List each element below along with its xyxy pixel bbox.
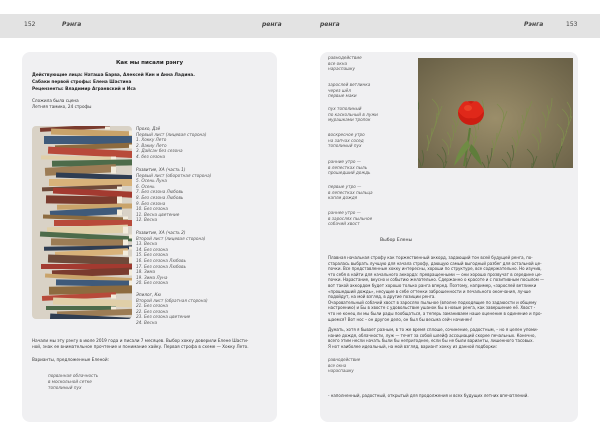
rhyme-line: зарослей ветлинка	[328, 82, 371, 87]
schema-line: 5. Осень Луна	[136, 178, 167, 184]
schema-line: Второй лист (лицевая сторона)	[136, 235, 206, 241]
rhyme-line: через шёл	[328, 87, 351, 93]
rhyme-line: нараспашку	[328, 66, 355, 72]
rhyme-line: первые маки	[328, 93, 357, 99]
rhyme-variant-5	[328, 159, 408, 176]
rhyme-variant-3	[328, 106, 408, 123]
schema-line: 2. Вакиу Лето	[136, 142, 167, 148]
schema-line: 7. Без сезона Любовь	[136, 189, 184, 195]
paragraph-line: вот такой аккордом будет хорошо только ранга вперед. Поэтому, например, «зарослей ветлинки	[328, 282, 537, 288]
paragraph-line: почки. Все представленные хокку интересны, хороши по структуре, все содержательно. Но изучив,	[328, 266, 542, 272]
variant-line-3: тополиный пух	[48, 385, 82, 390]
schema-line: Первый лист (лицевая сторона)	[136, 131, 207, 137]
credits-sabaki: Сабаки первой строфы: Елена Шастина	[32, 80, 132, 85]
variant-line-1: порванная облачность	[48, 373, 99, 378]
schema-line: Второй лист (обратная сторона)	[136, 297, 208, 303]
schema-line: 18. Зима	[136, 269, 156, 275]
rhyme-line: раннее утро —	[328, 210, 361, 215]
schema-block-3	[136, 230, 271, 286]
rhyme-variant-2	[328, 82, 408, 99]
paragraph-line: «прошедший дождь», несущие в себе оттенки заброшенности и печального окончания, лучше	[328, 288, 531, 294]
paragraph-line: настроению) и Бы в хвосте с удовольствие ушанок бы в новые ренга, как завершение её. Хвост -	[328, 305, 536, 311]
paragraph-line: щаемся? Вот нос – он другое дело, он был бы весьма сейч начинен!	[328, 316, 473, 322]
rhyme-line: в лепестках пыльца	[328, 189, 373, 195]
variant-line-2: в москольной сетке	[48, 379, 92, 384]
rhyme-line: все окна	[328, 60, 348, 66]
schema-line: 1. Хокку Лето	[136, 137, 167, 143]
schema-block-2	[136, 167, 271, 223]
center-left-title: ренга	[262, 21, 282, 28]
paragraph-line: Очаровательный собачий хвост в зарослях пыльное (вполне подходящие по задаюости и общему	[328, 299, 537, 305]
rhyme-line: в зарослях пыльное	[328, 215, 373, 221]
schema-line: 9. Без сезона	[136, 200, 166, 206]
books-photo	[32, 126, 132, 319]
rhyme-line: пух тополиный	[328, 106, 362, 111]
tulip-photo	[418, 58, 573, 168]
right-page-number: 153	[566, 21, 578, 28]
rhyme-variant-7	[328, 210, 408, 227]
choice-paragraph-2	[328, 327, 572, 349]
intro-line-1: Сложила была сцена	[32, 98, 79, 103]
schema-line: 13. Весна	[136, 241, 158, 247]
rhyme-line: по каскольный в лужи	[328, 111, 378, 117]
schema-line: 19. Зима Луна	[136, 274, 168, 280]
center-right-title: ренга	[320, 21, 340, 28]
rhyme-variant-6	[328, 184, 408, 201]
paragraph-line: Я нот наиболее идеальный, на мой взгляд, вариант хокку из данной подборки:	[328, 343, 497, 349]
schema-line: Развитие, ХА (часть 2)	[136, 230, 186, 235]
schema-line: 15. Без сезона	[136, 252, 168, 258]
page-title: Как мы писали рэнгу	[115, 60, 184, 66]
credits-actors: Действующие лица: Наташа Барва, Алексей Кин и Анна Ладина.	[32, 73, 195, 78]
hokku-line: все окна	[328, 362, 347, 368]
header-band	[0, 14, 600, 38]
variants-label: Варианты, предложенные Еленой:	[32, 357, 110, 362]
schema-line: 12. Весна	[136, 217, 158, 223]
schema-line: 23. Без сезона цветение	[136, 314, 191, 320]
paragraph-line: старалась выбрать лучшую для начала строфу, дающую самый выгодный разбег для остальной це-	[328, 260, 542, 266]
schema-line: Первый лист (оборотная сторона)	[136, 172, 212, 178]
schema-line: 4. без сезона	[136, 153, 166, 159]
schema-line: 22. Без сезона	[136, 308, 168, 314]
rhyme-line: воскресное утро	[328, 132, 365, 137]
schema-line: Прохо, Дзё	[136, 126, 161, 131]
schema-block-1	[136, 126, 271, 160]
right-running-title: Рэнга	[524, 21, 544, 28]
schema-block-4	[136, 292, 271, 326]
paragraph-line: Плавная начальная строфу как торжественный аккорд, задающий тон всей будущей ренга, по-	[328, 255, 533, 260]
rhyme-line: равнодействие	[328, 55, 362, 60]
body-line-2: ной, знак ее внимательное прочтение и понимание хайку. Первая строфа в схеме — Хокку Лето.	[32, 344, 249, 349]
schema-line: 21. Без сезона	[136, 303, 168, 309]
schema-line: 14. Без сезона	[136, 246, 168, 252]
rhyme-line: в лепестках пыль	[328, 164, 368, 170]
rhyme-line: на запчах сосед	[328, 137, 364, 143]
paragraph-line: нание дождя, облачности, луж — течет за собой шлейф ассоциаций скорее печальных. Конечно,	[328, 332, 536, 338]
paragraph-line: всего этим несли начать были бы непригоднее, если бы не были варианты, лишенного тасовых.	[328, 338, 534, 344]
intro-line-2: Летняя тамико, 24 строфы	[32, 104, 92, 109]
rhyme-line: ранние утро —	[328, 159, 361, 164]
paragraph-line: что не конец ли мы были рады пообщаться, а теперь заманиваем наше оценение в одинение и про-	[328, 310, 542, 316]
rhyme-line: тополиный пух	[328, 143, 362, 149]
rhyme-variant-1	[328, 55, 408, 72]
schema-line: 10. Без сезона	[136, 206, 168, 212]
paragraph-line: почки. Нарастание, вкусно и событию желательно. Сдержанно о красоте и с позитивным посылом —	[328, 277, 544, 283]
choice-heading: Выбор Елены	[380, 238, 413, 243]
paragraph-line: подойдут, на мой взгляд, в другие позиции ренга.	[328, 294, 436, 300]
chosen-hokku	[328, 357, 408, 374]
hokku-line: нараспашку	[328, 368, 354, 374]
schema-line: 3. Дайсан без сезона	[136, 148, 183, 154]
choice-paragraph-1	[328, 255, 572, 322]
paragraph-line: что себя в найти для начального аккорда: превращенными — они хорошо прозвучат в середине це-	[328, 271, 542, 277]
schema-line: 17. Без сезона Любовь	[136, 263, 187, 269]
rhyme-line: мурашками тропок	[328, 117, 371, 123]
rhyme-variant-4	[328, 132, 408, 149]
schema-line: 24. Весна	[136, 319, 158, 325]
rhyme-line: первые утро —	[328, 184, 362, 189]
credits-reviewers: Рецензенты: Владимир Агранвский и Иса	[32, 87, 136, 92]
rhyme-line: собачий хвост	[328, 221, 360, 227]
rhyme-line: прошедший дождь	[328, 170, 371, 176]
left-running-title: Рэнга	[62, 21, 82, 28]
body-line-1: Начали мы эту рэнгу в июле 2019 года и писали 7 месяцев. Выбор хокку доверили Елене Шасти-	[32, 338, 249, 343]
schema-line: 6. Осень	[136, 183, 155, 189]
left-page	[22, 52, 277, 422]
schema-line: 20. Без сезона	[136, 280, 168, 286]
hokku-line: равнодействие	[328, 357, 361, 362]
schema-line: 8. Без сезона Любовь	[136, 194, 184, 200]
schema-line: 16. Без сезона Любовь	[136, 257, 187, 263]
closing-line: - наполненный, радостный, открытый для продолжения и всех будущих летних впечатлений.	[328, 393, 529, 398]
schema-line: 11. Весна цветение	[136, 211, 180, 217]
left-page-number: 152	[24, 21, 36, 28]
schema-line: Развитие, ХА (часть 1)	[136, 167, 186, 172]
paragraph-line: Думать, хотя я бывает разным, в то же время сплоше, сочинение, радостным, – но я целен упоми-	[328, 327, 539, 332]
schema-line: Эпилог, Кю	[136, 292, 161, 297]
rhyme-line: капли дождя	[328, 195, 358, 201]
